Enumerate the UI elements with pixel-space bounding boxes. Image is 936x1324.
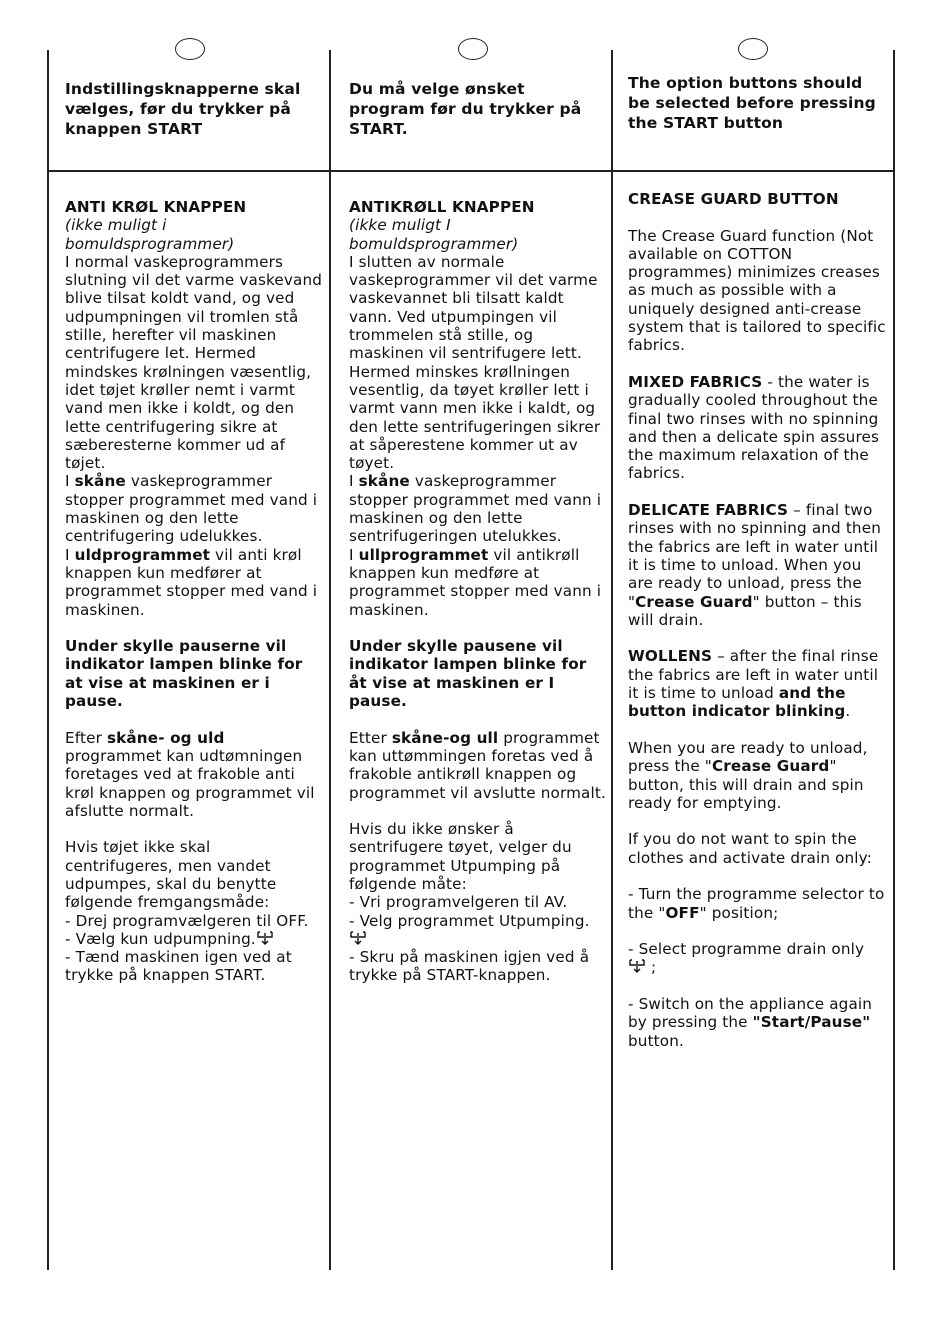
english-ready-unload: When you are ready to unload, press the "Crease Guard" button, this will drain and spin ready for emptying.: [628, 738, 868, 812]
english-paragraph-1: The Crease Guard function (Not available on COTTON programmes) minimizes creases as much as possible with a uniquely designed anti-crease system that is tailored to specific fabrics.: [628, 226, 886, 355]
danish-intro-text: Indstillingsknapperne skal vælges, før du trykker på knappen START: [65, 80, 301, 138]
header-separator: [47, 170, 895, 172]
column-divider-middle-right: [611, 50, 613, 1270]
english-woollens: WOLLENS – after the final rinse the fabrics are left in water until it is time to unload and the button indicator blinking.: [628, 647, 879, 721]
norwegian-paragraph-1: I slutten av normale vaskeprogrammer vil det varme vaskevannet bli tilsatt kaldt vann. Ved utpumpingen vil trommelen stå stille, og maskinen vil sentrifugere lett. Hermed minskes krøllningen vesentlig, da tøyet krøller lett i varmt vann men ikke i kaldt, og den lette sentrifugeringen sikrer at såperestene kommer ut av tøyet.: [349, 252, 601, 473]
norwegian-step-1: - Vri programvelgeren til AV.: [349, 893, 568, 912]
english-step-2: - Select programme drain only ;: [628, 940, 865, 977]
norwegian-spin-intro: Hvis du ikke ønsker å sentrifugere tøyet, velger du programmet Utpumping på følgende måte:: [349, 820, 572, 893]
english-intro-text: The option buttons should be selected before pressing the START button: [628, 74, 876, 132]
column-divider-right: [893, 50, 895, 1270]
english-no-spin-intro: If you do not want to spin the clothes and activate drain only:: [628, 830, 872, 867]
drain-pump-icon: [256, 931, 274, 946]
danish-heading: ANTI KRØL KNAPPEN: [65, 198, 247, 216]
danish-spin-intro: Hvis tøjet ikke skal centrifugeres, men vandet udpumpes, skal du benytte følgende fremgangsmåde:: [65, 838, 277, 912]
english-delicate-fabrics: DELICATE FABRICS – final two rinses with no spinning and then the fabrics are left in water until it is time to unload. When you are ready to unload, press the "Crease Guard" button – this will drain.: [628, 501, 881, 629]
norwegian-step-3: - Skru på maskinen igjen ved å trykke på START-knappen.: [349, 948, 590, 985]
norwegian-pause-note: Under skylle pausene vil indikator lampen blinke for åt vise at maskinen er I pause.: [349, 637, 587, 711]
norwegian-paragraph-3: I ullprogrammet vil antikrøll knappen kun medføre at programmet stopper med vann i maskinen.: [349, 545, 602, 619]
flag-placeholder-icon: [175, 38, 205, 60]
danish-step-2: - Vælg kun udpumpning.: [65, 930, 323, 948]
norwegian-step-2: - Velg programmet Utpumping.: [349, 912, 607, 949]
norwegian-intro-text: Du må velge ønsket program før du trykker på START.: [349, 80, 582, 138]
column-divider-left: [47, 50, 49, 1270]
english-heading: CREASE GUARD BUTTON: [628, 190, 839, 208]
danish-note: (ikke muligt i bomuldsprogrammer): [65, 216, 235, 253]
drain-pump-icon: [349, 931, 367, 946]
english-mixed-fabrics: MIXED FABRICS - the water is gradually cooled throughout the final two rinses with no spinning and then a delicate spin assures the maximum relaxation of the fabrics.: [628, 372, 880, 483]
english-intro: [628, 73, 886, 133]
danish-intro: [65, 79, 323, 139]
column-divider-middle-left: [329, 50, 331, 1270]
danish-after-paragraph: Efter skåne- og uld programmet kan udtømningen foretages ved at frakoble anti krøl knappen og programmet vil afslutte normalt.: [65, 728, 315, 820]
danish-paragraph-1: I normal vaskeprogrammers slutning vil det varme vaskevand blive tilsat koldt vand, og ved udpumpningen vil tromlen stå stille, herefter vil maskinen centrifugere let. Hermed mindskes krølningen væsentlig, idet tøjet krøller nemt i varmt vand men ikke i koldt, og den lette centrifugering sikre at sæberesterne kommer ud af tøjet.: [65, 252, 323, 473]
danish-column: [65, 198, 323, 985]
drain-pump-icon: [628, 959, 646, 974]
norwegian-paragraph-2: I skåne vaskeprogrammer stopper programmet med vann i maskinen og den lette sentrifugeringen utelukkes.: [349, 472, 602, 546]
norwegian-note: (ikke muligt I bomuldsprogrammer): [349, 216, 519, 253]
danish-pause-note: Under skylle pauserne vil indikator lampen blinke for at vise at maskinen er i pause.: [65, 637, 303, 711]
english-step-3: - Switch on the appliance again by pressing the "Start/Pause" button.: [628, 995, 873, 1050]
norwegian-intro: [349, 79, 589, 139]
norwegian-column: [349, 198, 607, 985]
danish-step-1: - Drej programvælgeren til OFF.: [65, 911, 309, 930]
danish-paragraph-3: I uldprogrammet vil anti krøl knappen kun medfører at programmet stopper med vand i maskinen.: [65, 545, 318, 619]
danish-paragraph-2: I skåne vaskeprogrammer stopper programmet med vand i maskinen og den lette centrifugering udelukkes.: [65, 472, 318, 546]
norwegian-after-paragraph: Etter skåne-og ull programmet kan uttømmingen foretas ved å frakoble antikrøll knappen og programmet vil avslutte normalt.: [349, 728, 606, 802]
norwegian-heading: ANTIKRØLL KNAPPEN: [349, 198, 535, 216]
english-column: [628, 190, 886, 1050]
english-step-1: - Turn the programme selector to the "OFF" position;: [628, 885, 885, 922]
flag-placeholder-icon: [738, 38, 768, 60]
flag-placeholder-icon: [458, 38, 488, 60]
danish-step-3: - Tænd maskinen igen ved at trykke på knappen START.: [65, 948, 292, 985]
